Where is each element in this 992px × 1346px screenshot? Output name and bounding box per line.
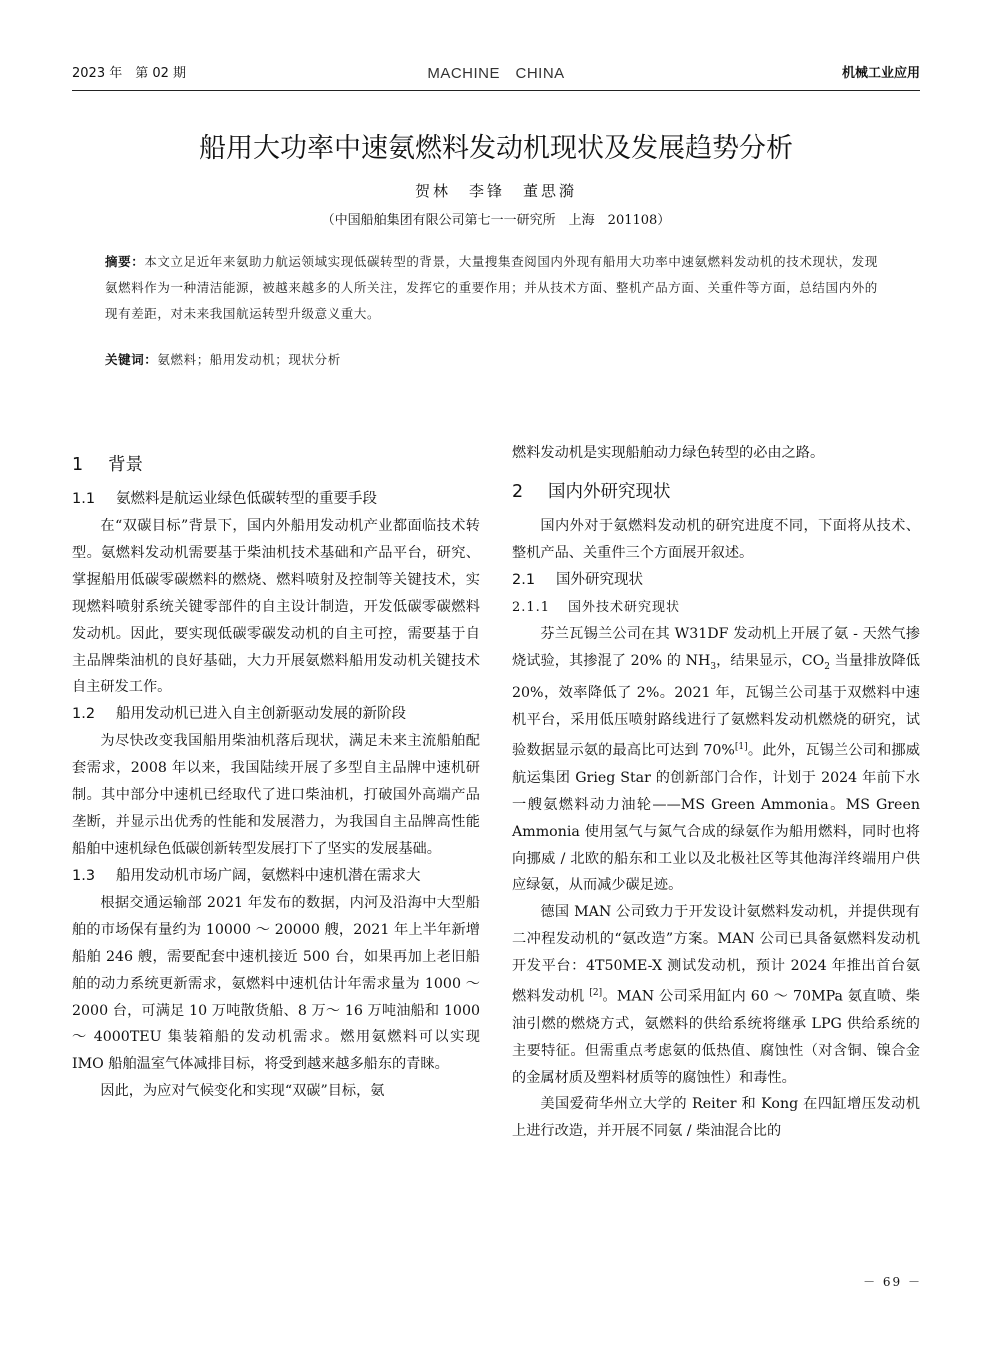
subscript: 2 [824, 661, 830, 672]
paragraph: 美国爱荷华州立大学的 Reiter 和 Kong 在四缸增压发动机上进行改造，并开展不同氨 / 柴油混合比的 [512, 1096, 920, 1140]
paragraph: 燃料发动机是实现船舶动力绿色转型的必由之路。 [512, 445, 825, 461]
subsection-heading [512, 567, 920, 594]
paper-title: 船用大功率中速氨燃料发动机现状及发展趋势分析 [199, 133, 793, 164]
abstract-text: 本文立足近年来氨助力航运领域实现低碳转型的背景，大量搜集查阅国内外现有船用大功率中速氨燃料发动机的技术现状，发现氨燃料作为一种清洁能源，被越来越多的人所关注，发挥它的重要作用；并从技术方面、整机产品方面、关重件等方面，总结国内外的现有差距，对未来我国航运转型升级意义重大。 [105, 254, 878, 321]
text-run: 当量排放降低 20%，效率降低了 2%。2021 年，瓦锡兰公司基于双燃料中速机平台，采用低压喷射路线进行了氨燃料发动机燃烧的研究，试验数据显示氨的最高比可达到 70% [512, 652, 920, 759]
left-column [72, 440, 480, 1105]
subsection-number: 1.2 [72, 706, 96, 723]
section-heading [72, 452, 480, 478]
paragraph [512, 621, 920, 900]
citation-ref: [1] [734, 742, 748, 753]
authors: 贺林 李锋 董思漪 [414, 182, 577, 200]
section-heading [512, 479, 920, 505]
text-run: 芬兰瓦锡兰公司在其 W31DF 发动机上开展了氨 - 天然气掺烧试验，其掺混了 20% 的 NH [512, 625, 920, 669]
paragraph [512, 899, 920, 1091]
issue-label: 2023 年 第 02 期 [72, 66, 187, 81]
paragraph: 为尽快改变我国船用柴油机落后现状，满足未来主流船舶配套需求，2008 年以来，我国陆续开展了多型自主品牌中速机研制。其中部分中速机已经取代了进口柴油机，打破国外高端产品垄断，并显示出优秀的性能和发展潜力，为我国自主品牌高性能船舶中速机绿色低碳创新转型发展打下了坚实的发展基础。 [72, 733, 480, 857]
keywords-label: 关键词： [105, 352, 158, 367]
abstract-label: 摘要： [105, 254, 145, 269]
section-title: 背景 [108, 455, 143, 475]
section-number: 1 [72, 455, 84, 475]
subsection-number: 1.1 [72, 491, 96, 507]
subsubsection-heading [512, 594, 920, 621]
page-number: － 69 － [863, 1275, 922, 1289]
keywords-text: 氨燃料；船用发动机；现状分析 [157, 352, 341, 367]
subsubsection-number: 2.1.1 [512, 599, 551, 615]
subsection-title: 船用发动机市场广阔，氨燃料中速机潜在需求大 [116, 867, 421, 884]
paragraph: 因此，为应对气候变化和实现“双碳”目标，氨 [100, 1083, 385, 1100]
section-title: 国内外研究现状 [548, 481, 671, 502]
paragraph: 在“双碳目标”背景下，国内外船用发动机产业都面临技术转型。氨燃料发动机需要基于柴油机技术基础和产品平台，研究、掌握船用低碳零碳燃料的燃烧、燃料喷射及控制等关键技术，实现燃料喷射系统关键零部件的自主设计制造，开发低碳零碳燃料发动机。因此，要实现低碳零碳发动机的自主可控，需要基于自主品牌柴油机的良好基础，大力开展氨燃料船用发动机关键技术自主研发工作。 [72, 518, 480, 696]
subsection-heading [72, 701, 480, 728]
journal-name: MACHINE CHINA [427, 65, 565, 82]
subsubsection-title: 国外技术研究现状 [568, 599, 681, 615]
subsection-number: 1.3 [72, 867, 96, 884]
text-run: 。MAN 公司采用缸内 60 ～ 70MPa 氨直喷、柴油引燃的燃烧方式，氨燃料的供给系统将继承 LPG 供给系统的主要特征。但需重点考虑氨的低热值、腐蚀性（对含铜、镍合金的金属材质及塑料材质等的腐蚀性）和毒性。 [512, 988, 920, 1086]
subscript: 3 [710, 661, 717, 672]
text-run: ，结果显示，CO [716, 652, 825, 669]
header-rule [72, 90, 920, 91]
keywords [105, 350, 885, 368]
section-number: 2 [512, 481, 524, 502]
text-run: 。此外，瓦锡兰公司和挪威航运集团 Grieg Star 的创新部门合作，计划于 2024 年前下水一艘氨燃料动力油轮——MS Green Ammonia。MS Green Ammonia 使用氢气与氮气合成的绿氨作为船用燃料，同时也将向挪威 / 北欧的船东和工业以及北极社区等其他海洋终端用户供应绿氨，从而减少碳足迹。 [512, 742, 920, 894]
text-run: 德国 MAN 公司致力于开发设计氨燃料发动机，并提供现有二冲程发动机的“氨改造”方案。MAN 公司已具备氨燃料发动机开发平台：4T50ME-X 测试发动机，预计 2024 年推出首台氨燃料发动机 [512, 904, 920, 1005]
right-column [512, 440, 920, 1145]
affiliation: （中国船舶集团有限公司第七一一研究所 上海 201108） [321, 213, 671, 228]
running-header [72, 58, 920, 86]
subsection-number: 2.1 [512, 571, 536, 588]
subsection-title: 氨燃料是航运业绿色低碳转型的重要手段 [116, 491, 377, 507]
subsection-heading [72, 486, 480, 513]
citation-ref: [2] [589, 988, 603, 999]
paragraph: 国内外对于氨燃料发动机的研究进度不同，下面将从技术、整机产品、关重件三个方面展开叙述。 [512, 517, 920, 561]
subsection-title: 船用发动机已进入自主创新驱动发展的新阶段 [116, 706, 406, 723]
section-label: 机械工业应用 [841, 66, 920, 81]
subsection-title: 国外研究现状 [556, 571, 643, 588]
abstract [105, 249, 885, 327]
subsection-heading [72, 863, 480, 890]
paragraph: 根据交通运输部 2021 年发布的数据，内河及沿海中大型船舶的市场保有量约为 10000 ～ 20000 艘，2021 年上半年新增船舶 246 艘，需要配套中速机接近 500 台，如果再加上老旧船舶的动力系统更新需求，氨燃料中速机估计年需求量为 1000 ～ 2000 台，可满足 10 万吨散货船、8 万～ 16 万吨油船和 1000 ～ 4000TEU 集装箱船的发动机需求。燃用氨燃料可以实现 IMO 船舶温室气体减排目标，将受到越来越多船东的青睐。 [72, 894, 480, 1073]
